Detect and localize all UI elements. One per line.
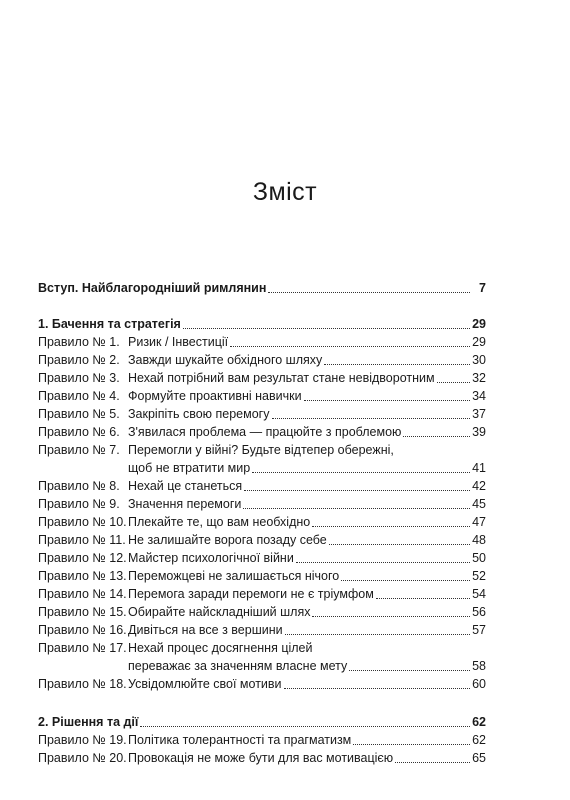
dot-leader <box>312 516 470 527</box>
toc-page-number: 42 <box>472 479 486 493</box>
dot-leader <box>296 552 470 563</box>
rule-title: Майстер психологічної війни <box>128 551 294 565</box>
toc-page-number: 29 <box>472 317 486 331</box>
toc-rule-entry <box>38 387 486 405</box>
rule-title: Значення перемоги <box>128 497 242 511</box>
rule-title: Переможцеві не залишається нічого <box>128 569 340 583</box>
rule-title: З'явилася проблема — працюйте з проблемою <box>128 425 402 439</box>
rule-number: Правило № 17. <box>38 641 127 655</box>
dot-leader <box>252 462 470 473</box>
rule-number: Правило № 2. <box>38 353 120 367</box>
dot-leader <box>140 716 470 727</box>
rule-title-line: Нехай процес досягнення цілей <box>128 641 313 655</box>
rule-number: Правило № 11. <box>38 533 126 547</box>
rule-title-line: Перемогли у війні? Будьте відтепер обережні, <box>128 443 394 457</box>
section-title: 2. Рішення та дії <box>38 715 139 729</box>
rule-number: Правило № 10. <box>38 515 127 529</box>
rule-number: Правило № 1. <box>38 335 120 349</box>
toc-rule-entry <box>38 333 486 351</box>
dot-leader <box>244 480 470 491</box>
rule-title: Завжди шукайте обхідного шляху <box>128 353 323 367</box>
dot-leader <box>183 318 470 329</box>
dot-leader <box>353 734 470 745</box>
rule-title: Плекайте те, що вам необхідно <box>128 515 311 529</box>
toc-page-number: 50 <box>472 551 486 565</box>
toc-page-number: 52 <box>472 569 486 583</box>
rule-number: Правило № 20. <box>38 751 127 765</box>
rule-number: Правило № 3. <box>38 371 120 385</box>
rule-title-line: щоб не втратити мир <box>128 461 251 475</box>
rule-title-line: переважає за значенням власне мету <box>128 659 348 673</box>
toc-page-number: 7 <box>479 281 486 295</box>
rule-title: Провокація не може бути для вас мотивацією <box>128 751 394 765</box>
dot-leader <box>329 534 470 545</box>
toc-page-number: 30 <box>472 353 486 367</box>
toc-page-number: 62 <box>472 715 486 729</box>
toc-section-heading <box>38 713 486 731</box>
toc-rule-entry <box>38 405 486 423</box>
toc-page-number: 56 <box>472 605 486 619</box>
rule-number: Правило № 9. <box>38 497 120 511</box>
dot-leader <box>437 372 470 383</box>
toc-rule-continuation <box>38 459 486 477</box>
toc-rule-entry <box>38 621 486 639</box>
dot-leader <box>243 498 470 509</box>
toc-rule-entry <box>38 441 486 459</box>
section-title: 1. Бачення та стратегія <box>38 317 181 331</box>
page-title: Зміст <box>252 178 318 206</box>
toc-rule-entry <box>38 423 486 441</box>
rule-title: Не залишайте ворога позаду себе <box>128 533 327 547</box>
toc-intro-entry <box>38 279 486 297</box>
toc-rule-entry <box>38 477 486 495</box>
dot-leader <box>268 282 470 293</box>
dot-leader <box>284 678 470 689</box>
rule-number: Правило № 13. <box>38 569 127 583</box>
toc-rule-entry <box>38 549 486 567</box>
dot-leader <box>304 390 470 401</box>
toc-page-number: 48 <box>472 533 486 547</box>
toc-page-number: 62 <box>472 733 486 747</box>
dot-leader <box>395 752 470 763</box>
rule-number: Правило № 7. <box>38 443 120 457</box>
rule-number: Правило № 8. <box>38 479 120 493</box>
toc-page-number: 32 <box>472 371 486 385</box>
rule-title: Перемога заради перемоги не є тріумфом <box>128 587 374 601</box>
rule-number: Правило № 19. <box>38 733 127 747</box>
rule-title: Формуйте проактивні навички <box>128 389 302 403</box>
rule-number: Правило № 15. <box>38 605 127 619</box>
rule-number: Правило № 18. <box>38 677 127 691</box>
rule-title: Дивіться на все з вершини <box>128 623 283 637</box>
rule-number: Правило № 12. <box>38 551 127 565</box>
rule-number: Правило № 6. <box>38 425 120 439</box>
toc-rule-entry <box>38 369 486 387</box>
toc-page-number: 58 <box>472 659 486 673</box>
toc-page-number: 37 <box>472 407 486 421</box>
toc-rule-continuation <box>38 657 486 675</box>
toc-rule-entry <box>38 531 486 549</box>
rule-title: Закріпіть свою перемогу <box>128 407 270 421</box>
toc-rule-entry <box>38 513 486 531</box>
dot-leader <box>312 606 470 617</box>
toc-page-number: 57 <box>472 623 486 637</box>
dot-leader <box>230 336 470 347</box>
toc-rule-entry <box>38 495 486 513</box>
dot-leader <box>376 588 470 599</box>
rule-number: Правило № 4. <box>38 389 120 403</box>
rule-title: Обирайте найскладніший шлях <box>128 605 311 619</box>
toc-rule-entry <box>38 639 486 657</box>
rule-title: Нехай потрібний вам результат стане невідворотним <box>128 371 435 385</box>
rule-title: Усвідомлюйте свої мотиви <box>128 677 282 691</box>
toc-rule-entry <box>38 585 486 603</box>
rule-title: Ризик / Інвестиції <box>128 335 229 349</box>
toc-page-number: 54 <box>472 587 486 601</box>
dot-leader <box>272 408 471 419</box>
toc-rule-entry <box>38 731 486 749</box>
rule-title: Політика толерантності та прагматизм <box>128 733 352 747</box>
rule-title: Нехай це станеться <box>128 479 243 493</box>
rule-number: Правило № 5. <box>38 407 120 421</box>
toc-page-number: 65 <box>472 751 486 765</box>
toc-page-number: 39 <box>472 425 486 439</box>
dot-leader <box>285 624 470 635</box>
toc-page-number: 47 <box>472 515 486 529</box>
toc-page-number: 41 <box>472 461 486 475</box>
toc-rule-entry <box>38 675 486 693</box>
table-of-contents <box>38 279 486 767</box>
dot-leader <box>341 570 470 581</box>
toc-rule-entry <box>38 567 486 585</box>
dot-leader <box>403 426 470 437</box>
toc-page-number: 34 <box>472 389 486 403</box>
toc-section-heading <box>38 315 486 333</box>
toc-page-number: 60 <box>472 677 486 691</box>
rule-number: Правило № 16. <box>38 623 127 637</box>
rule-number: Правило № 14. <box>38 587 127 601</box>
dot-leader <box>349 660 470 671</box>
toc-rule-entry <box>38 351 486 369</box>
dot-leader <box>324 354 470 365</box>
toc-intro-title: Вступ. Найблагородніший римлянин <box>38 281 267 295</box>
toc-rule-entry <box>38 749 486 767</box>
toc-page-number: 45 <box>472 497 486 511</box>
toc-rule-entry <box>38 603 486 621</box>
toc-page-number: 29 <box>472 335 486 349</box>
